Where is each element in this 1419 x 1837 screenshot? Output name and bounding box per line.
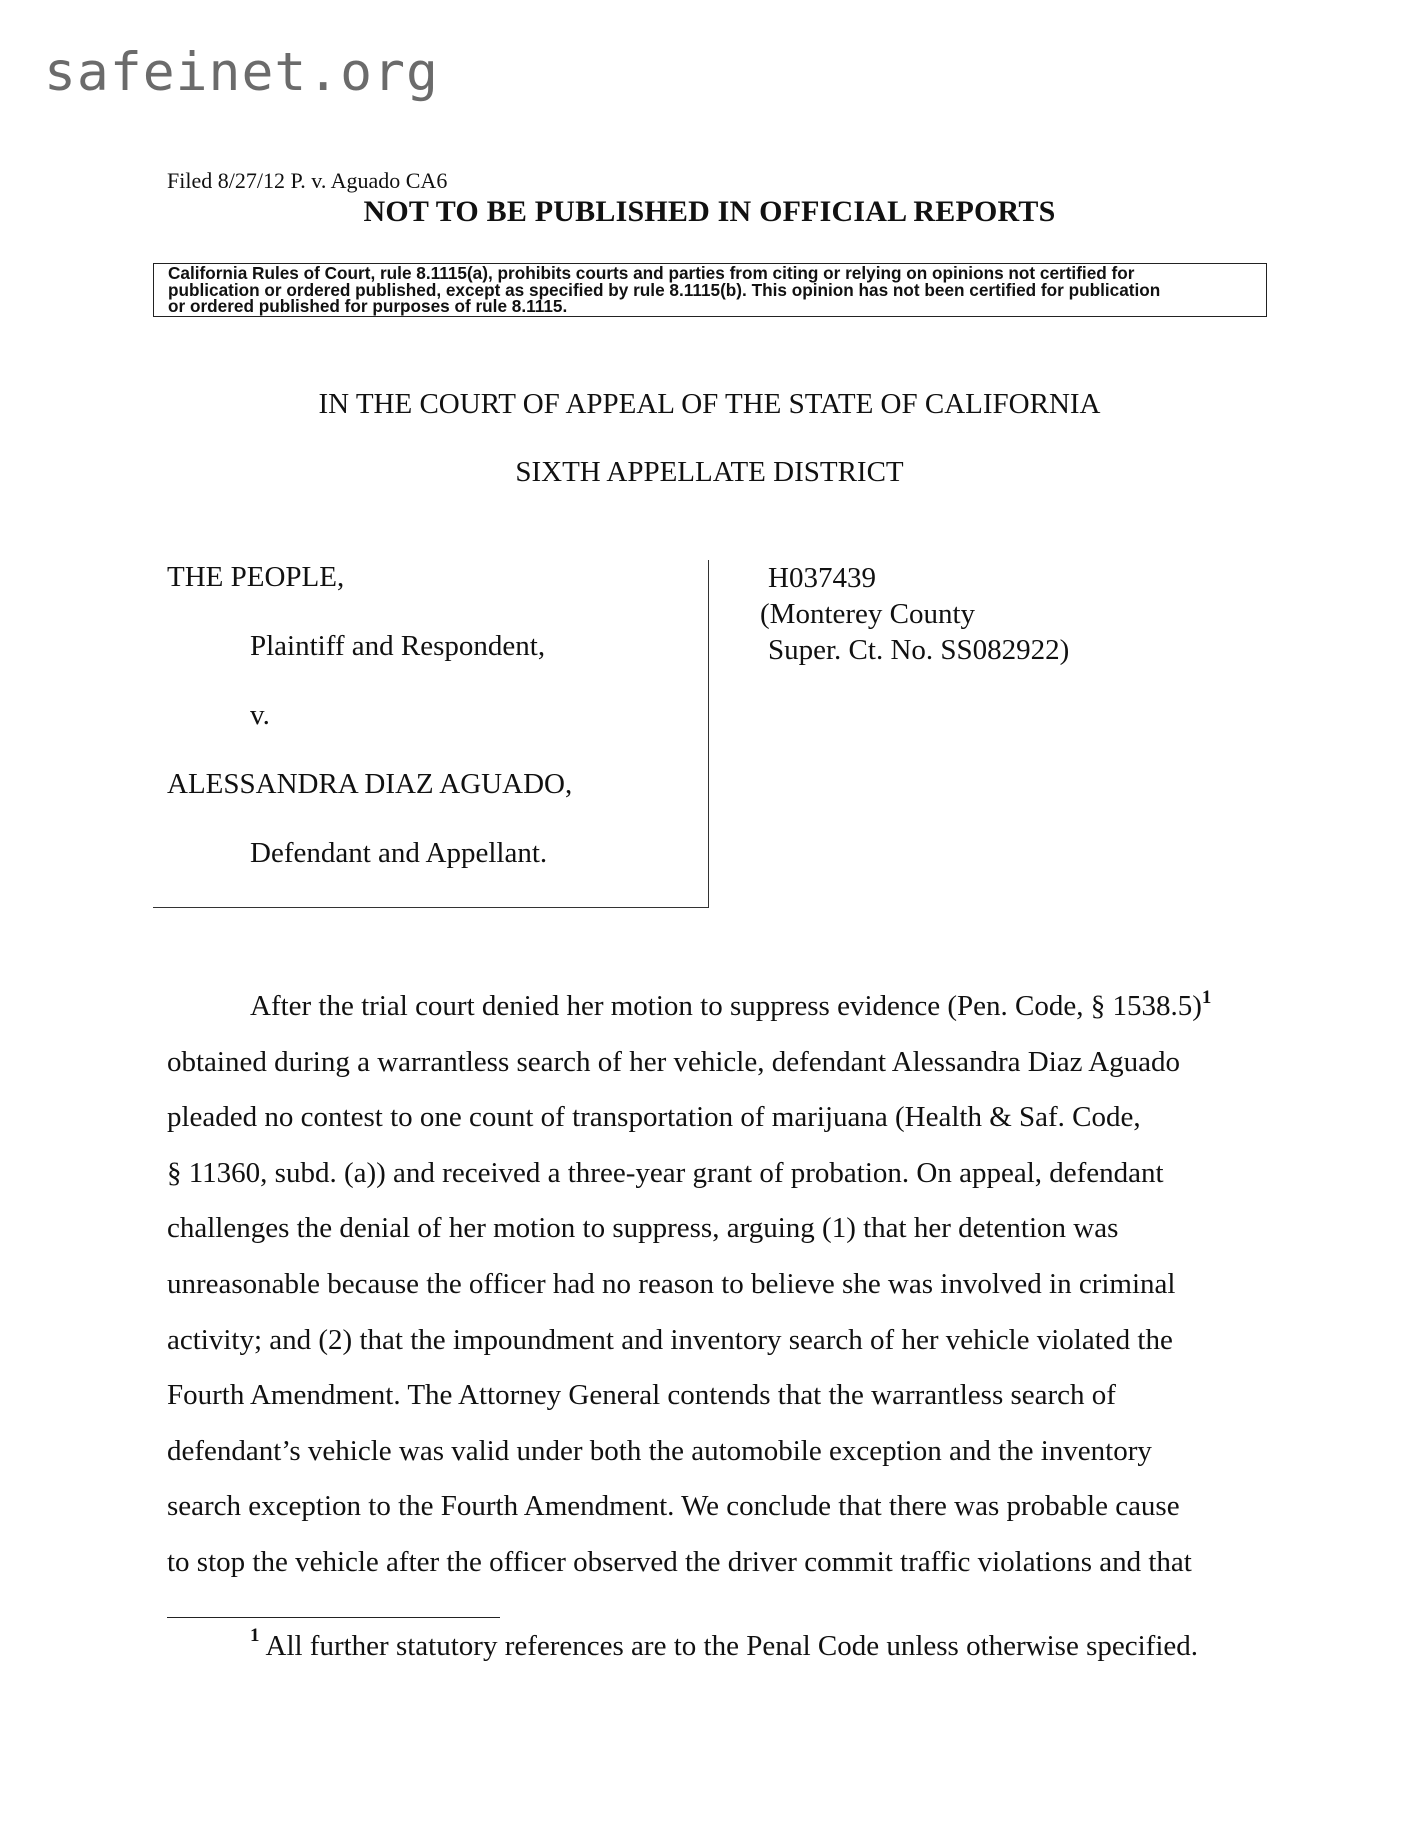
body-line: defendant’s vehicle was valid under both the automobile exception and the inventory: [167, 1434, 1152, 1467]
plaintiff-party: THE PEOPLE,: [167, 561, 345, 593]
county-line: (Monterey County: [760, 598, 976, 630]
footnote-marker: 1: [1201, 987, 1212, 1008]
filed-line: Filed 8/27/12 P. v. Aguado CA6: [167, 168, 448, 193]
body-line-text: After the trial court denied her motion to suppress evidence (Pen. Code, § 1538.5): [250, 990, 1202, 1022]
defendant-party: ALESSANDRA DIAZ AGUADO,: [167, 768, 573, 800]
case-number: H037439: [768, 562, 876, 594]
rules-notice-box: [153, 263, 1267, 317]
plaintiff-role: Plaintiff and Respondent,: [250, 630, 546, 662]
court-name: IN THE COURT OF APPEAL OF THE STATE OF CALIFORNIA: [318, 388, 1101, 420]
body-line: search exception to the Fourth Amendment. We conclude that there was probable cause: [167, 1490, 1180, 1523]
defendant-role: Defendant and Appellant.: [250, 837, 548, 869]
body-line: [167, 979, 1267, 1035]
watermark: safeinet.org: [44, 42, 439, 103]
superior-court-number: Super. Ct. No. SS082922): [768, 634, 1070, 666]
publication-notice: NOT TO BE PUBLISHED IN OFFICIAL REPORTS: [363, 195, 1056, 228]
case-caption-numbers: [760, 560, 1069, 668]
body-line: unreasonable because the officer had no reason to believe she was involved in criminal: [167, 1267, 1176, 1300]
rules-notice-line: publication or ordered published, except as specified by rule 8.1115(b). This opinion has not been certified for publication: [168, 279, 1161, 300]
body-line: to stop the vehicle after the officer observed the driver commit traffic violations and that: [167, 1545, 1192, 1578]
versus: v.: [250, 699, 270, 731]
opinion-body: [167, 979, 1267, 1591]
body-line: § 11360, subd. (a)) and received a three-year grant of probation. On appeal, defendant: [167, 1156, 1164, 1189]
footnote-divider: [167, 1617, 500, 1618]
case-caption-parties: [153, 560, 709, 908]
court-district: SIXTH APPELLATE DISTRICT: [515, 456, 904, 488]
body-line: Fourth Amendment. The Attorney General contends that the warrantless search of: [167, 1379, 1116, 1412]
footnote: [250, 1625, 1199, 1663]
body-line: challenges the denial of her motion to suppress, arguing (1) that her detention was: [167, 1212, 1119, 1245]
footnote-text: All further statutory references are to the Penal Code unless otherwise specified.: [265, 1630, 1199, 1662]
body-line: activity; and (2) that the impoundment and inventory search of her vehicle violated the: [167, 1323, 1173, 1356]
rules-notice-line: California Rules of Court, rule 8.1115(a), prohibits courts and parties from citing or relying on opinions not certified for: [168, 263, 1135, 283]
body-line: obtained during a warrantless search of her vehicle, defendant Alessandra Diaz Aguado: [167, 1045, 1181, 1078]
footnote-number: 1: [250, 1625, 260, 1646]
rules-notice-line: or ordered published for purposes of rule 8.1115.: [168, 296, 568, 316]
body-line: pleaded no contest to one count of transportation of marijuana (Health & Saf. Code,: [167, 1101, 1141, 1134]
